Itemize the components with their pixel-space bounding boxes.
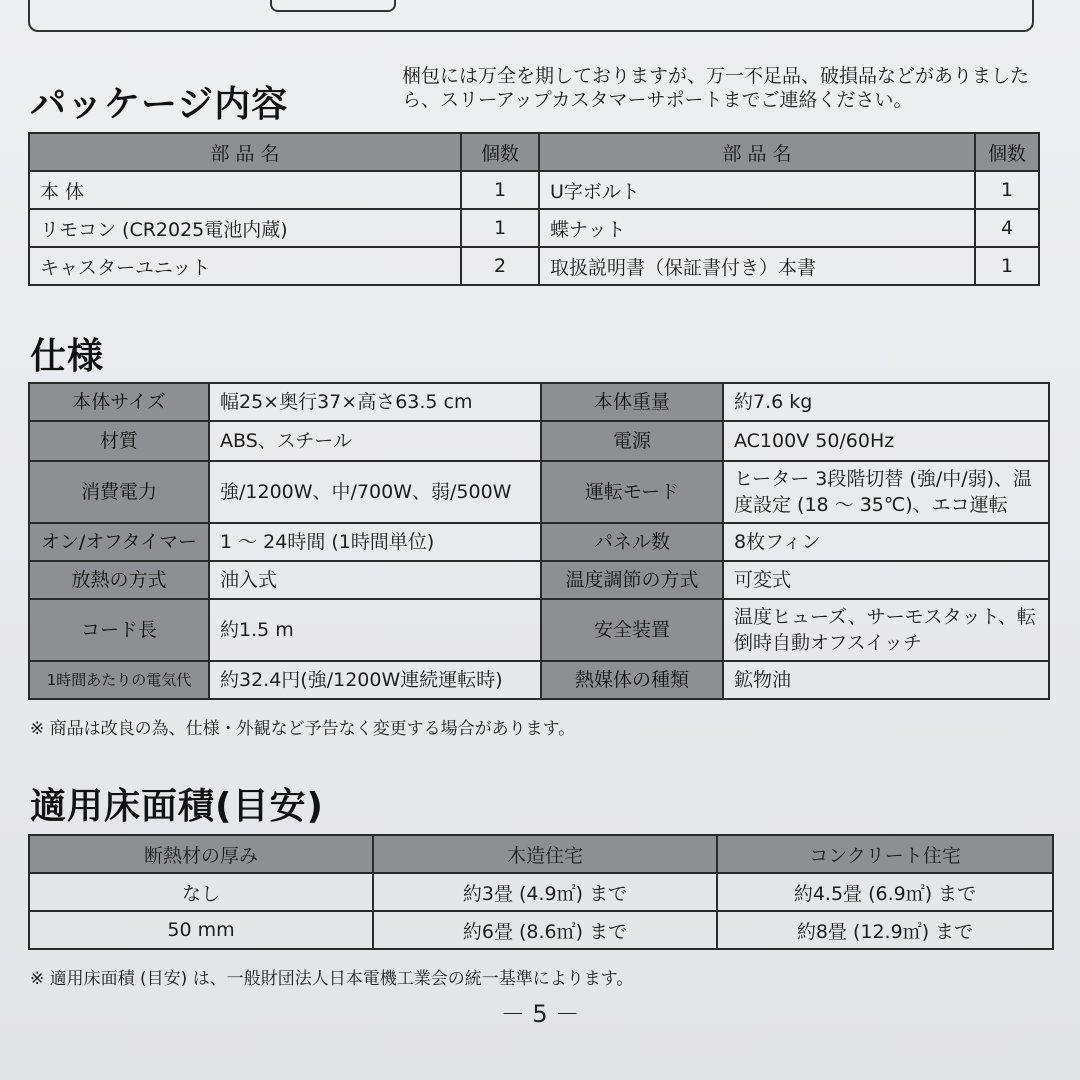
spec-label: 温度調節の方式 — [541, 561, 723, 599]
spec-label: 運転モード — [541, 461, 723, 523]
spec-value: 幅25×奥行37×高さ63.5 cm — [209, 383, 541, 421]
spec-value: ABS、スチール — [209, 421, 541, 461]
part-qty: 4 — [975, 209, 1039, 247]
spec-value: 可変式 — [723, 561, 1049, 599]
spec-label: 本体サイズ — [29, 383, 209, 421]
spec-value: 約1.5 m — [209, 599, 541, 661]
spec-label: 安全装置 — [541, 599, 723, 661]
package-title: パッケージ内容 — [30, 84, 289, 125]
part-name: 取扱説明書（保証書付き）本書 — [539, 247, 975, 285]
table-row — [29, 421, 1049, 461]
table-row — [29, 911, 1053, 949]
part-name: 本 体 — [29, 171, 461, 209]
part-qty: 1 — [975, 171, 1039, 209]
spec-label: 1時間あたりの電気代 — [29, 661, 209, 699]
part-qty: 1 — [461, 171, 539, 209]
area-header-row — [29, 835, 1053, 873]
table-row — [29, 873, 1053, 911]
spec-label: オン/オフタイマー — [29, 523, 209, 561]
table-row — [29, 599, 1049, 661]
table-row — [29, 561, 1049, 599]
spec-value: 強/1200W、中/700W、弱/500W — [209, 461, 541, 523]
col-header: 木造住宅 — [373, 835, 717, 873]
spec-label: 電源 — [541, 421, 723, 461]
spec-label: 消費電力 — [29, 461, 209, 523]
spec-note: ※ 商品は改良の為、仕様・外観など予告なく変更する場合があります。 — [30, 719, 576, 739]
spec-value: 温度ヒューズ、サーモスタット、転倒時自動オフスイッチ — [723, 599, 1049, 661]
spec-label: 材質 — [29, 421, 209, 461]
table-row — [29, 461, 1049, 523]
part-name: U字ボルト — [539, 171, 975, 209]
package-header-row — [29, 133, 1039, 171]
table-cell: なし — [29, 873, 373, 911]
col-qty-header: 個数 — [461, 133, 539, 171]
spec-value: 約7.6 kg — [723, 383, 1049, 421]
spec-value: 8枚フィン — [723, 523, 1049, 561]
table-cell: 約4.5畳 (6.9㎡) まで — [717, 873, 1053, 911]
table-cell: 約8畳 (12.9㎡) まで — [717, 911, 1053, 949]
part-name: 蝶ナット — [539, 209, 975, 247]
table-row — [29, 383, 1049, 421]
table-row — [29, 247, 1039, 285]
spec-value: 油入式 — [209, 561, 541, 599]
spec-value: 1 ～ 24時間 (1時間単位) — [209, 523, 541, 561]
spec-label: コード長 — [29, 599, 209, 661]
part-name: リモコン (CR2025電池内蔵) — [29, 209, 461, 247]
table-row — [29, 171, 1039, 209]
spec-title: 仕様 — [30, 336, 105, 377]
part-qty: 1 — [975, 247, 1039, 285]
col-header: コンクリート住宅 — [717, 835, 1053, 873]
spec-label: 本体重量 — [541, 383, 723, 421]
table-cell: 50 mm — [29, 911, 373, 949]
page-number: － 5 － — [500, 1000, 580, 1028]
spec-value: 約32.4円(強/1200W連続運転時) — [209, 661, 541, 699]
col-name-header: 部 品 名 — [539, 133, 975, 171]
area-note: ※ 適用床面積 (目安) は、一般財団法人日本電機工業会の統一基準によります。 — [30, 969, 634, 989]
table-row — [29, 209, 1039, 247]
table-cell: 約6畳 (8.6㎡) まで — [373, 911, 717, 949]
package-table — [28, 132, 1040, 286]
spec-label: パネル数 — [541, 523, 723, 561]
table-row — [29, 661, 1049, 699]
table-row — [29, 523, 1049, 561]
part-name: キャスターユニット — [29, 247, 461, 285]
area-table — [28, 834, 1054, 950]
spec-value: ヒーター 3段階切替 (強/中/弱)、温度設定 (18 ～ 35℃)、エコ運転 — [723, 461, 1049, 523]
part-qty: 2 — [461, 247, 539, 285]
col-name-header: 部 品 名 — [29, 133, 461, 171]
col-qty-header: 個数 — [975, 133, 1039, 171]
top-frame — [28, 0, 1034, 32]
table-cell: 約3畳 (4.9㎡) まで — [373, 873, 717, 911]
package-note: 梱包には万全を期しておりますが、万一不足品、破損品などがありましたら、スリーアップカスタマーサポートまでご連絡ください。 — [402, 65, 1030, 111]
spec-value: AC100V 50/60Hz — [723, 421, 1049, 461]
part-qty: 1 — [461, 209, 539, 247]
spec-label: 放熱の方式 — [29, 561, 209, 599]
spec-value: 鉱物油 — [723, 661, 1049, 699]
top-inner-frame — [270, 0, 396, 12]
spec-table — [28, 382, 1050, 700]
col-header: 断熱材の厚み — [29, 835, 373, 873]
area-title: 適用床面積(目安) — [30, 786, 324, 827]
spec-label: 熱媒体の種類 — [541, 661, 723, 699]
